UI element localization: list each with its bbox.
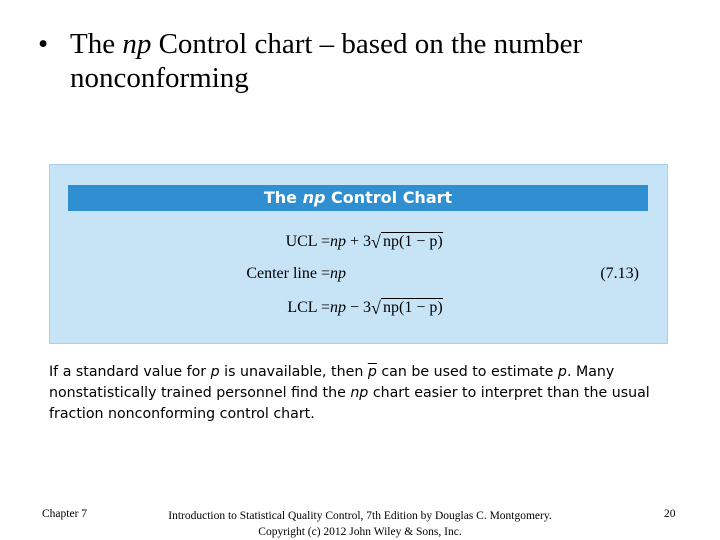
para-s5: can be used to estimate (376, 364, 558, 380)
body-paragraph (49, 362, 669, 425)
box-header-pre: The (263, 188, 303, 207)
para-pbar: $\overline{p}$ (367, 364, 377, 380)
box-header-em: np (302, 188, 326, 207)
lcl-op: − 3 (346, 299, 372, 316)
para-np: np (350, 385, 369, 401)
footer-citation-line1: Introduction to Statistical Quality Control, 7th Edition by Douglas C. Montgomery. (168, 510, 552, 522)
para-s9: chart easier to interpret than the usual fraction nonconforming control chart. (49, 385, 650, 422)
center-np: np (330, 265, 346, 282)
ucl-sqrt: √ np(1 − p) (371, 233, 443, 251)
ucl-op: + 3 (346, 233, 372, 250)
title-em: np (122, 28, 152, 60)
np-chart-box (49, 164, 668, 344)
lcl-sqrt: √ np(1 − p) (371, 299, 443, 317)
center-label: Center line = (246, 265, 330, 282)
para-p2: p (557, 364, 567, 380)
para-s7: . Many nonstatistically trained personnel find the (49, 364, 615, 401)
para-s1: If a standard value for (49, 364, 211, 380)
title-text (70, 28, 680, 96)
lcl-np: np (330, 299, 346, 316)
lcl-equation (230, 299, 443, 317)
ucl-equation (230, 233, 443, 251)
box-header (68, 185, 648, 211)
footer-citation-line2: Copyright (c) 2012 John Wiley & Sons, Inc. (258, 526, 462, 538)
lcl-label: LCL = (287, 299, 330, 316)
ucl-label: UCL = (285, 233, 330, 250)
box-header-post: Control Chart (325, 188, 453, 207)
footer-citation (150, 508, 570, 540)
para-s3: is unavailable, then (219, 364, 368, 380)
center-equation (230, 265, 346, 283)
bullet-dot: • (38, 28, 49, 60)
equation-number: (7.13) (600, 265, 639, 282)
footer-page-number: 20 (664, 508, 676, 520)
title-pre: The (70, 28, 123, 60)
ucl-np: np (330, 233, 346, 250)
title-post: Control chart – based on the number nonconforming (70, 28, 583, 94)
para-p1: p (210, 364, 220, 380)
footer-chapter: Chapter 7 (42, 508, 88, 520)
